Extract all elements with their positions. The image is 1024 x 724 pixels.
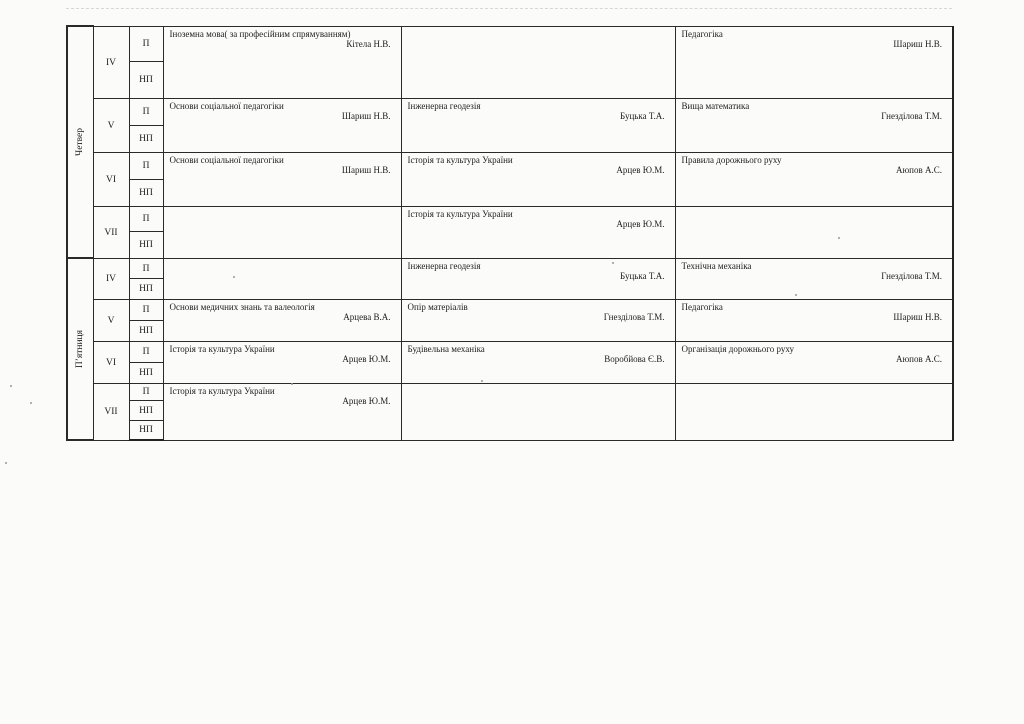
lesson-cell (401, 98, 675, 152)
week-type-label: П (142, 214, 150, 224)
lesson-cell (401, 206, 675, 258)
lesson-cell (401, 383, 675, 440)
teacher-name: Гнезділова Т.М. (881, 110, 942, 121)
week-type-cell (129, 362, 163, 383)
week-type-label: НП (139, 188, 153, 198)
week-type-cell (129, 152, 163, 179)
schedule-table (66, 25, 954, 441)
lesson-cell (675, 98, 953, 152)
pair-number: V (107, 120, 115, 131)
teacher-name: Шариш Н.В. (341, 110, 391, 121)
lesson-cell (675, 258, 953, 299)
lesson-cell (163, 341, 401, 383)
lesson-cell (675, 152, 953, 206)
lesson-cell (401, 258, 675, 299)
teacher-name: Воробйова Є.В. (604, 353, 665, 364)
subject-name: Технічна механіка (681, 260, 752, 271)
pair-number-cell (93, 341, 129, 383)
subject-name: Основи медичних знань та валеологія (169, 301, 315, 312)
subject-name: Будівельна механіка (407, 343, 485, 354)
teacher-name: Арцев Ю.М. (342, 395, 391, 406)
schedule-row (67, 206, 953, 231)
teacher-name: Арцев Ю.М. (342, 353, 391, 364)
week-type-label: НП (139, 425, 153, 436)
schedule-body (67, 26, 953, 440)
teacher-name (676, 209, 953, 211)
pair-number-cell (93, 98, 129, 152)
schedule-row (67, 383, 953, 400)
week-type-cell (129, 61, 163, 98)
week-type-label: П (142, 305, 150, 315)
schedule-row (67, 258, 953, 278)
week-type-label: НП (139, 240, 153, 250)
pair-number: IV (105, 274, 117, 284)
lesson-cell (163, 98, 401, 152)
lesson-cell (401, 152, 675, 206)
week-type-label: НП (139, 405, 153, 416)
week-type-cell (129, 125, 163, 152)
teacher-name: Аюпов А.С. (895, 353, 942, 364)
teacher-name (402, 29, 675, 31)
teacher-name: Арцев Ю.М. (616, 218, 665, 229)
week-type-label: П (142, 161, 150, 171)
day-cell (67, 26, 93, 258)
week-type-label: НП (139, 368, 153, 378)
pair-number: VI (105, 174, 117, 185)
teacher-name: Арцев Ю.М. (616, 164, 665, 175)
week-type-label: П (142, 107, 150, 117)
week-type-cell (129, 341, 163, 362)
subject-name: Історія та культура України (407, 154, 513, 165)
lesson-cell (675, 383, 953, 440)
lesson-cell (675, 26, 953, 98)
week-type-label: П (142, 387, 150, 397)
week-type-label: П (142, 347, 150, 357)
week-type-cell (129, 400, 163, 420)
week-type-cell (129, 98, 163, 125)
week-type-cell (129, 258, 163, 278)
week-type-label: НП (139, 326, 153, 336)
subject-name: Організація дорожнього руху (681, 343, 795, 354)
lesson-cell (163, 26, 401, 98)
schedule-row (67, 98, 953, 125)
week-type-label: НП (139, 75, 153, 85)
teacher-name (164, 209, 401, 211)
subject-name: Історія та культура України (169, 385, 275, 396)
week-type-cell (129, 320, 163, 341)
pair-number: VI (105, 357, 117, 368)
lesson-cell (675, 299, 953, 341)
subject-name: Педагогіка (681, 301, 723, 312)
teacher-name: Аюпов А.С. (895, 164, 942, 175)
subject-name: Історія та культура України (407, 208, 513, 219)
teacher-name (676, 386, 953, 388)
teacher-name: Шариш Н.В. (893, 38, 942, 49)
week-type-cell (129, 231, 163, 258)
pair-number-cell (93, 26, 129, 98)
lesson-cell (401, 341, 675, 383)
scan-edge-line (66, 8, 952, 9)
day-label: Четвер (75, 128, 86, 156)
schedule-row (67, 341, 953, 362)
subject-name: Історія та культура України (169, 343, 275, 354)
week-type-cell (129, 299, 163, 320)
week-type-label: НП (139, 284, 153, 294)
subject-name: Вища математика (681, 100, 750, 111)
week-type-label: П (142, 263, 150, 274)
week-type-label: НП (139, 134, 153, 144)
schedule-row (67, 26, 953, 61)
week-type-cell (129, 278, 163, 299)
week-type-cell (129, 420, 163, 440)
lesson-cell (401, 299, 675, 341)
lesson-cell (163, 299, 401, 341)
teacher-name: Шариш Н.В. (341, 164, 391, 175)
week-type-cell (129, 179, 163, 206)
teacher-name: Гнезділова Т.М. (881, 270, 942, 281)
lesson-cell (675, 341, 953, 383)
pair-number-cell (93, 299, 129, 341)
week-type-label: П (142, 39, 150, 49)
teacher-name: Арцева В.А. (343, 311, 391, 322)
lesson-cell (401, 26, 675, 98)
schedule-row (67, 299, 953, 320)
subject-name: Основи соціальної педагогіки (169, 100, 284, 111)
subject-name: Інженерна геодезія (407, 100, 481, 111)
pair-number: VII (104, 407, 118, 417)
subject-name: Основи соціальної педагогіки (169, 154, 284, 165)
subject-name: Інженерна геодезія (407, 260, 481, 271)
teacher-name: Буцька Т.А. (620, 270, 665, 281)
week-type-cell (129, 206, 163, 231)
schedule-row (67, 152, 953, 179)
teacher-name: Буцька Т.А. (620, 110, 665, 121)
pair-number-cell (93, 258, 129, 299)
day-cell (67, 258, 93, 440)
teacher-name (402, 386, 675, 388)
lesson-cell (163, 383, 401, 440)
teacher-name (164, 261, 401, 263)
pair-number-cell (93, 152, 129, 206)
week-type-cell (129, 26, 163, 61)
subject-name: Опір матеріалів (407, 301, 468, 312)
teacher-name: Кітела Н.В. (346, 38, 391, 49)
pair-number: IV (105, 57, 117, 68)
pair-number: V (107, 315, 115, 326)
lesson-cell (163, 258, 401, 299)
subject-name: Педагогіка (681, 28, 723, 39)
day-label: П’ятниця (75, 329, 86, 369)
teacher-name: Гнезділова Т.М. (603, 311, 665, 322)
pair-number: VII (104, 227, 118, 238)
pair-number-cell (93, 206, 129, 258)
pair-number-cell (93, 383, 129, 440)
subject-name: Іноземна мова( за професійним спрямуванням) (169, 28, 351, 39)
lesson-cell (163, 152, 401, 206)
subject-name: Правила дорожнього руху (681, 154, 782, 165)
teacher-name: Шариш Н.В. (893, 311, 942, 322)
lesson-cell (675, 206, 953, 258)
week-type-cell (129, 383, 163, 400)
lesson-cell (163, 206, 401, 258)
